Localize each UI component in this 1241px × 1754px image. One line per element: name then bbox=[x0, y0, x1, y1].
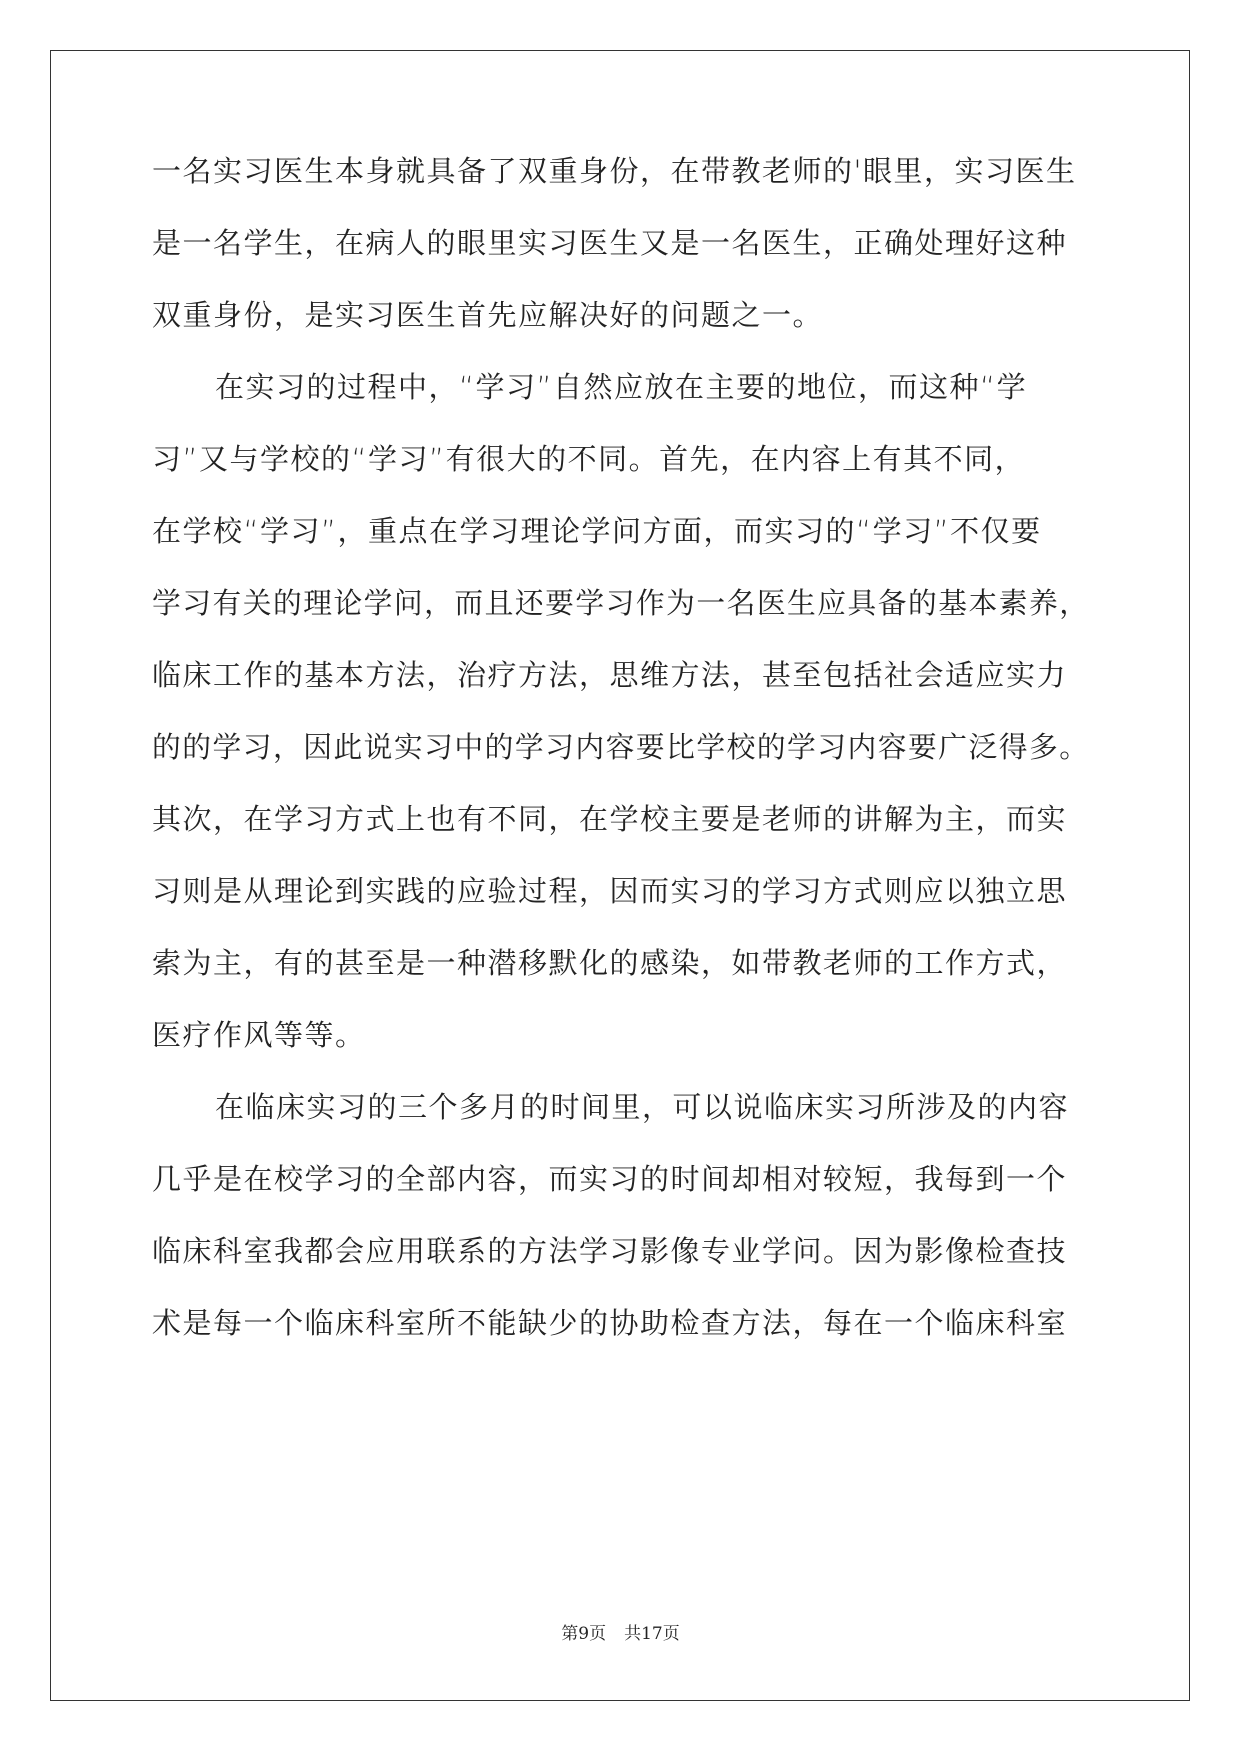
text-line: 的的学习，因此说实习中的学习内容要比学校的学习内容要广泛得多。 bbox=[152, 730, 1090, 764]
text-line: 术是每一个临床科室所不能缺少的协助检查方法，每在一个临床科室 bbox=[152, 1306, 1068, 1340]
text-line: 医疗作风等等。 bbox=[152, 1018, 366, 1052]
text-line: 索为主，有的甚至是一种潜移默化的感染，如带教老师的工作方式， bbox=[152, 946, 1068, 980]
text-line: 在学校“学习”，重点在学习理论学问方面，而实习的“学习”不仅要 bbox=[152, 514, 1042, 548]
page-number: 第9页 bbox=[561, 1624, 607, 1644]
text-line: 习”又与学校的“学习”有很大的不同。首先，在内容上有其不同， bbox=[152, 442, 1026, 476]
text-line: 学习有关的理论学问，而且还要学习作为一名医生应具备的基本素养， bbox=[152, 586, 1090, 620]
page-footer bbox=[0, 1622, 1241, 1646]
text-line: 几乎是在校学习的全部内容，而实习的时间却相对较短，我每到一个 bbox=[152, 1162, 1068, 1196]
text-line: 是一名学生，在病人的眼里实习医生又是一名医生，正确处理好这种 bbox=[152, 226, 1068, 260]
text-line: 临床科室我都会应用联系的方法学习影像专业学问。因为影像检查技 bbox=[152, 1234, 1068, 1268]
text-line: 在实习的过程中，“学习”自然应放在主要的地位，而这种“学 bbox=[215, 370, 1028, 404]
page-total: 共17页 bbox=[624, 1624, 680, 1644]
text-line: 双重身份，是实习医生首先应解决好的问题之一。 bbox=[152, 298, 824, 332]
text-line: 其次，在学习方式上也有不同，在学校主要是老师的讲解为主，而实 bbox=[152, 802, 1068, 836]
text-line: 在临床实习的三个多月的时间里，可以说临床实习所涉及的内容 bbox=[215, 1090, 1070, 1124]
text-line: 一名实习医生本身就具备了双重身份，在带教老师的'眼里，实习医生 bbox=[152, 154, 1077, 188]
text-line: 习则是从理论到实践的应验过程，因而实习的学习方式则应以独立思 bbox=[152, 874, 1068, 908]
text-line: 临床工作的基本方法，治疗方法，思维方法，甚至包括社会适应实力 bbox=[152, 658, 1068, 692]
